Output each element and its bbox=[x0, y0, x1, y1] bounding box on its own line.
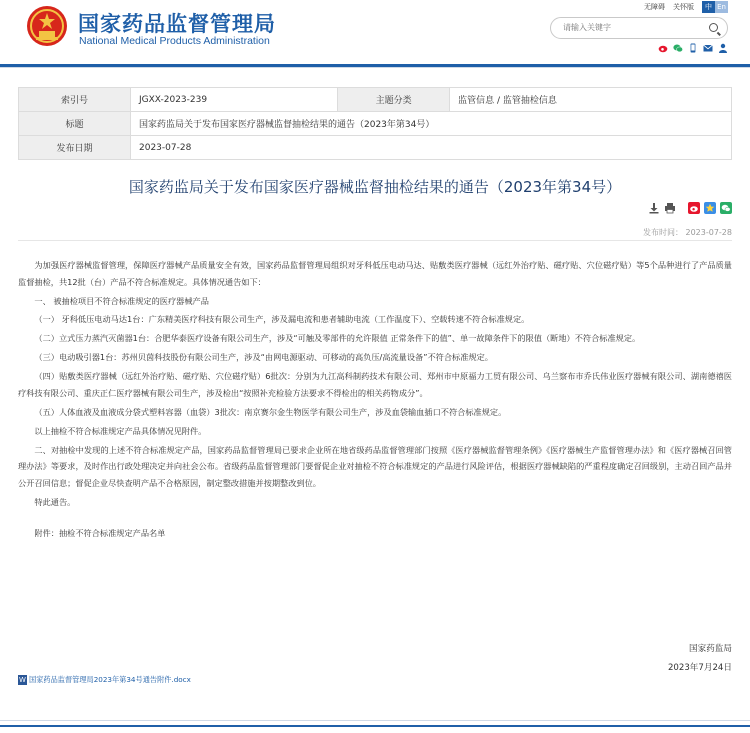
attachment-filename[interactable]: 国家药品监督管理局2023年第34号通告附件.docx bbox=[29, 675, 191, 684]
article-body bbox=[18, 257, 732, 544]
content-divider bbox=[18, 240, 732, 241]
share-wechat-icon[interactable] bbox=[720, 202, 732, 214]
footer-divider-thin bbox=[0, 720, 750, 721]
lang-cn-button[interactable]: 中 bbox=[702, 1, 715, 13]
care-version-link[interactable]: 关怀版 bbox=[673, 3, 694, 11]
paragraph-section-2: 二、对抽检中发现的上述不符合标准规定产品，国家药品监督管理局已要求企业所在地省级药品监督管理部门按照《医疗器械监督管理条例》《医疗器械生产监督管理办法》和《医疗器械召回管理办法》等要求，及时作出行政处理决定并向社会公布。省级药品监督管理部门要督促企业对抽检不符合标准规定的产品进行风险评估，根据医疗器械缺陷的严重程度确定召回级别，主动召回产品并公开召回信息；督促企业尽快查明产品不合格原因，制定整改措施并按期整改到位。 bbox=[18, 444, 732, 488]
search-icon[interactable] bbox=[709, 23, 718, 32]
paragraph-item-1: （一） 牙科低压电动马达1台：广东精美医疗科技有限公司生产，涉及漏电流和患者辅助电流（工作温度下）、空载转速不符合标准规定。 bbox=[34, 314, 530, 325]
top-links bbox=[636, 0, 728, 14]
index-label: 索引号 bbox=[19, 88, 131, 112]
publish-time: 发布时间： 2023-07-28 bbox=[642, 228, 732, 237]
title-value: 国家药监局关于发布国家医疗器械监督抽检结果的通告（2023年第34号） bbox=[131, 112, 732, 136]
paragraph-item-2: （二）立式压力蒸汽灭菌器1台：合肥华泰医疗设备有限公司生产，涉及“可触及零部件的允许限值 正常条件下的值”、单一故障条件下的限值（断地）不符合标准规定。 bbox=[34, 333, 641, 344]
title-label: 标题 bbox=[19, 112, 131, 136]
topic-value: 监管信息 / 监管抽检信息 bbox=[450, 88, 732, 112]
paragraph-item-3: （三）电动吸引器1台：苏州贝茵科技股份有限公司生产，涉及“由网电源驱动、可移动的高负压/高流量设备”不符合标准规定。 bbox=[34, 352, 493, 363]
wechat-icon[interactable] bbox=[673, 43, 683, 53]
article-meta-table bbox=[18, 87, 732, 160]
date-value: 2023-07-28 bbox=[131, 136, 732, 160]
weibo-icon[interactable] bbox=[658, 43, 668, 53]
download-icon[interactable] bbox=[648, 202, 660, 214]
paragraph-item-5: （五）人体血液及血液成分袋式塑料容器（血袋）3批次：南京赛尔金生物医学有限公司生产，涉及血袋输血插口不符合标准规定。 bbox=[34, 406, 507, 417]
signer: 国家药监局 bbox=[689, 644, 732, 654]
national-emblem-logo[interactable] bbox=[26, 5, 68, 47]
share-favorite-icon[interactable] bbox=[704, 202, 716, 214]
email-icon[interactable] bbox=[703, 43, 713, 53]
header-divider-thin bbox=[0, 67, 750, 68]
paragraph-see-attachment: 以上抽检不符合标准规定产品具体情况见附件。 bbox=[34, 425, 207, 436]
paragraph-item-4: （四）贴敷类医疗器械（远红外治疗贴、磁疗贴、穴位磁疗贴）6批次：分别为九江高科制药技术有限公司、郑州市中原福力工贸有限公司、乌兰察布市乔氏伟业医疗器械有限公司、湖南德禧医疗科技有限公司、重庆正仁医疗器械有限公司生产，涉及检出“按照补充检验方法要求不得检出的相关药物成分”。 bbox=[18, 371, 732, 398]
share-icons bbox=[658, 43, 728, 53]
site-name-cn[interactable]: 国家药品监督管理局 bbox=[78, 12, 276, 36]
index-value: JGXX-2023-239 bbox=[131, 88, 338, 112]
paragraph-intro: 为加强医疗器械监督管理，保障医疗器械产品质量安全有效，国家药品监督管理局组织对牙科低压电动马达、贴敷类医疗器械（远红外治疗贴、磁疗贴、穴位磁疗贴）等5个品种进行了产品质量监督抽检，共12批（台）产品不符合标准规定。具体情况通告如下： bbox=[18, 260, 732, 287]
word-doc-icon bbox=[18, 675, 27, 685]
site-header bbox=[0, 0, 750, 66]
search-input[interactable] bbox=[563, 23, 703, 32]
lang-en-button[interactable]: En bbox=[715, 1, 728, 13]
mobile-icon[interactable] bbox=[688, 43, 698, 53]
date-label: 发布日期 bbox=[19, 136, 131, 160]
paragraph-section-1: 一、 被抽检项目不符合标准规定的医疗器械产品 bbox=[34, 295, 209, 306]
barrier-free-link[interactable]: 无障碍 bbox=[644, 3, 665, 11]
footer-divider bbox=[0, 725, 750, 727]
article-title: 国家药监局关于发布国家医疗器械监督抽检结果的通告（2023年第34号） bbox=[128, 178, 622, 196]
person-icon[interactable] bbox=[718, 43, 728, 53]
signature-block bbox=[668, 640, 732, 678]
topic-label: 主题分类 bbox=[338, 88, 450, 112]
search-box bbox=[550, 17, 728, 39]
share-weibo-icon[interactable] bbox=[688, 202, 700, 214]
sign-date: 2023年7月24日 bbox=[667, 663, 732, 673]
print-icon[interactable] bbox=[664, 202, 676, 214]
site-name-en[interactable]: National Medical Products Administration bbox=[79, 35, 270, 47]
paragraph-attachment-note: 附件：抽检不符合标准规定产品名单 bbox=[34, 527, 166, 538]
article-tools bbox=[648, 202, 732, 214]
attachment-link[interactable] bbox=[18, 675, 191, 685]
paragraph-closing: 特此通告。 bbox=[34, 496, 76, 507]
